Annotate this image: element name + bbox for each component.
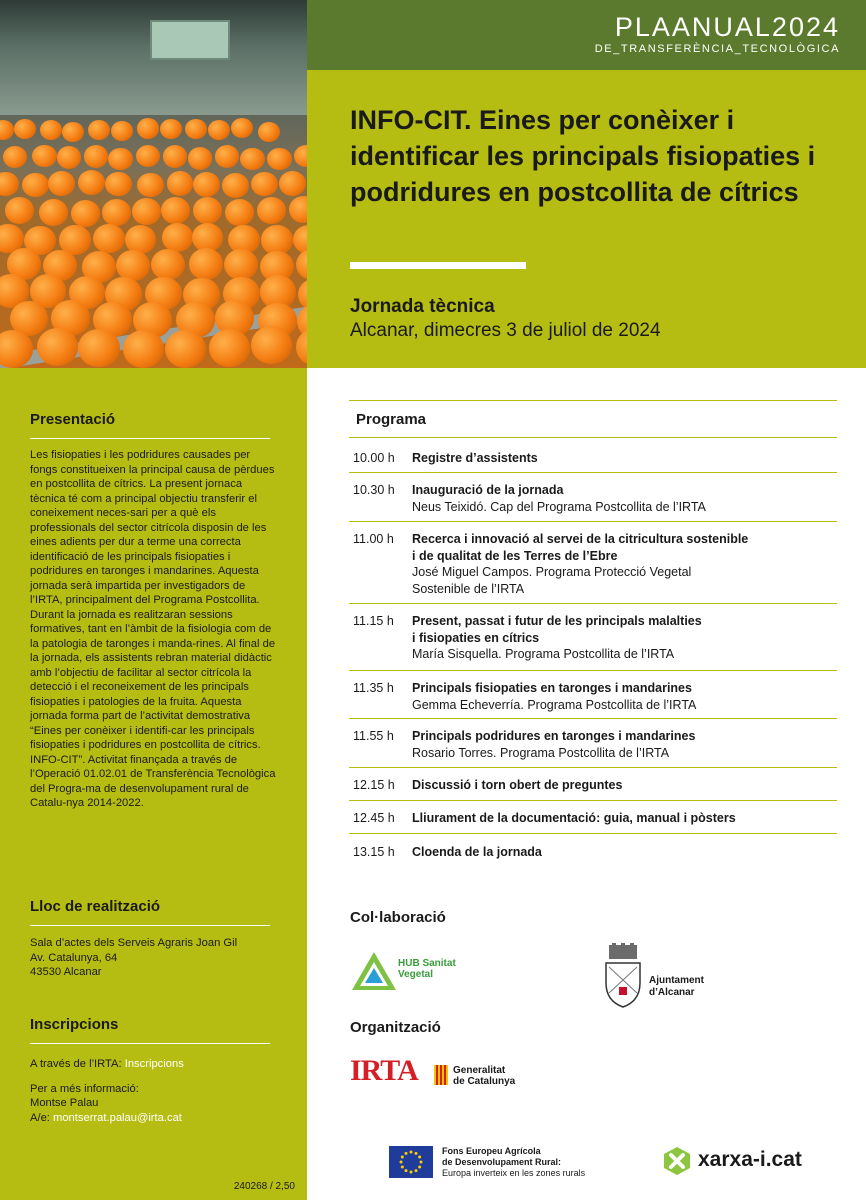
orange	[102, 199, 131, 226]
orange	[48, 171, 75, 196]
orange	[137, 118, 159, 138]
orange	[111, 121, 133, 141]
orange	[163, 145, 187, 167]
more-info-label: Per a més informació:	[30, 1082, 139, 1095]
program-heading: Programa	[356, 411, 427, 428]
orange	[136, 145, 160, 167]
presentation-body	[30, 448, 280, 811]
brand-subtitle: DE_TRANSFERÈNCIA_TECNOLÒGICA	[594, 43, 840, 55]
eu-star	[415, 1152, 418, 1155]
program-item	[412, 680, 832, 713]
program-row-divider	[349, 521, 837, 522]
orange	[37, 328, 78, 366]
contact-name: Montse Palau	[30, 1097, 99, 1109]
registration-via-label: A través de l’IRTA:	[30, 1058, 122, 1070]
orange	[294, 145, 307, 167]
orange	[162, 223, 194, 252]
irta-logo: IRTA	[350, 1054, 418, 1087]
orange	[108, 148, 132, 170]
program-row-divider	[349, 800, 837, 801]
eu-star	[405, 1152, 408, 1155]
program-item	[412, 613, 832, 663]
program-item-title: Discussió i torn obert de preguntes	[412, 778, 623, 792]
venue-line-1: Sala d’actes dels Serveis Agraris Joan Gil	[30, 937, 238, 949]
orange	[296, 328, 307, 366]
program-item	[412, 728, 832, 761]
program-heading-rule	[349, 437, 837, 438]
orange	[208, 120, 230, 140]
presentation-paragraph-2: Aquesta jornada forma part de l’activitat demostrativa “Eines per conèixer i identifi-car les principals fisiopaties i podridures en postcollita de cítrics. INFO-CIT”. Activitat finançada a través de l’Operació 01.02.01 de Transferència Tecnològica del Progra-ma de desenvolupament rural de Catalu-nya 2014-2022.	[30, 695, 276, 809]
program-item-title: Inauguració de la jornada	[412, 483, 564, 497]
program-item	[412, 482, 832, 515]
orange	[193, 197, 222, 224]
orange	[167, 171, 194, 196]
orange	[123, 330, 164, 368]
orange	[78, 170, 105, 195]
presentation-heading: Presentació	[30, 411, 116, 428]
eu-star	[415, 1169, 418, 1172]
orange	[5, 197, 34, 224]
coat-of-arms-icon	[603, 943, 643, 1009]
program-item-note2: Sostenible de l’IRTA	[412, 581, 525, 596]
program-item	[412, 777, 832, 794]
brand-logo	[595, 12, 840, 56]
eu-star	[418, 1166, 421, 1169]
machine-panel	[150, 20, 230, 60]
orange	[257, 197, 286, 224]
eu-star	[410, 1151, 413, 1154]
senyera-icon	[434, 1065, 448, 1085]
eu-star	[418, 1156, 421, 1159]
program-row-divider	[349, 670, 837, 671]
eu-feader-logo	[389, 1146, 586, 1183]
orange	[14, 119, 36, 139]
orange	[137, 173, 164, 198]
eu-star	[401, 1156, 404, 1159]
program-item-note: José Miguel Campos. Programa Protecció Vegetal	[412, 565, 692, 579]
program-row-divider	[349, 718, 837, 719]
orange	[78, 329, 119, 367]
eu-star	[400, 1161, 403, 1164]
orange	[151, 249, 185, 280]
program-row-divider	[349, 472, 837, 473]
program-item-note: Neus Teixidó. Cap del Programa Postcollita de l’IRTA	[412, 499, 706, 514]
hub-line-1: HUB Sanitat	[398, 958, 456, 969]
orange	[188, 147, 212, 169]
hub-sanitat-vegetal-logo	[350, 950, 456, 997]
orange	[0, 120, 14, 140]
orange	[3, 146, 27, 168]
program-item-note: Gemma Echeverría. Programa Postcollita de l’IRTA	[412, 697, 697, 712]
registration-divider	[30, 1043, 270, 1044]
venue-heading: Lloc de realització	[30, 898, 161, 915]
orange	[32, 145, 56, 167]
title-banner	[307, 70, 866, 368]
orange	[93, 224, 125, 253]
orange	[215, 145, 239, 167]
orange	[84, 145, 108, 167]
organization-heading: Organització	[350, 1019, 441, 1036]
email-link[interactable]: montserrat.palau@irta.cat	[53, 1111, 182, 1124]
program-item-title: Principals podridures en taronges i mandarines	[412, 729, 696, 743]
orange	[224, 249, 258, 280]
event-place-date: Alcanar, dimecres 3 de juliol de 2024	[350, 320, 661, 341]
program-time: 12.15 h	[353, 778, 395, 792]
orange	[240, 148, 264, 170]
program-time: 10.00 h	[353, 451, 395, 465]
program-item	[412, 810, 832, 827]
orange	[231, 118, 253, 138]
program-item-note: Rosario Torres. Programa Postcollita de l’IRTA	[412, 745, 670, 760]
orange	[40, 120, 62, 140]
orange	[165, 330, 206, 368]
orange	[105, 172, 132, 197]
program-item-title: Cloenda de la jornada	[412, 845, 542, 859]
program-row-divider	[349, 833, 837, 834]
program-time: 10.30 h	[353, 483, 395, 497]
ajuntament-line-1: Ajuntament	[649, 975, 704, 986]
document-code: 240268 / 2,50	[233, 1181, 295, 1192]
feader-line-3: Europa inverteix en les zones rurals	[442, 1168, 586, 1178]
orange	[160, 119, 182, 139]
xarxa-i-logo	[662, 1146, 802, 1181]
orange	[0, 172, 19, 197]
program-item-title2: i de qualitat de les Terres de l’Ebre	[412, 548, 618, 563]
orange	[22, 173, 49, 198]
program-item	[412, 531, 832, 597]
program-item	[412, 450, 832, 467]
xarxa-x-icon	[662, 1146, 692, 1176]
venue-divider	[30, 925, 270, 926]
orange	[222, 173, 249, 198]
orange	[193, 172, 220, 197]
orange	[161, 197, 190, 224]
eu-flag-icon	[389, 1146, 433, 1178]
feader-line-1: Fons Europeu Agrícola	[442, 1146, 541, 1156]
xarxa-text: xarxa-i.cat	[698, 1148, 802, 1171]
program-item-title: Principals fisiopaties en taronges i mandarines	[412, 681, 692, 695]
hub-triangle-icon	[350, 950, 398, 992]
orange	[88, 120, 110, 140]
program-time: 13.15 h	[353, 845, 395, 859]
program-item-title: Recerca i innovació al servei de la citricultura sostenible	[412, 532, 749, 546]
orange	[185, 119, 207, 139]
eu-star	[401, 1166, 404, 1169]
info-sidebar	[0, 368, 307, 1200]
orange	[57, 146, 81, 168]
generalitat-logo	[434, 1065, 516, 1090]
orange	[251, 326, 292, 364]
program-item-title: Lliurament de la documentació: guia, manual i pòsters	[412, 811, 736, 825]
oranges-conveyor-photo	[0, 0, 307, 368]
orange	[267, 148, 291, 170]
orange	[189, 248, 223, 279]
feader-line-2: de Desenvolupament Rural:	[442, 1157, 562, 1167]
program-time: 12.45 h	[353, 811, 395, 825]
program-item-note: María Sisquella. Programa Postcollita de l’IRTA	[412, 647, 675, 661]
program-top-rule	[349, 400, 837, 401]
header-banner	[307, 0, 866, 70]
program-row-divider	[349, 603, 837, 604]
page-title: INFO-CIT. Eines per conèixer i identificar les principals fisiopaties i podridures en postcollita de cítrics	[350, 105, 816, 207]
orange	[251, 172, 278, 197]
generalitat-line-1: Generalitat	[453, 1065, 506, 1076]
orange	[296, 249, 307, 280]
event-type: Jornada tècnica	[350, 296, 495, 317]
orange	[62, 122, 84, 142]
registration-link[interactable]: Inscripcions	[124, 1058, 184, 1070]
venue-line-3: 43530 Alcanar	[30, 966, 102, 978]
orange	[39, 199, 68, 226]
orange	[132, 198, 161, 225]
ajuntament-alcanar-logo	[603, 943, 704, 1014]
orange	[225, 199, 254, 226]
program-time: 11.35 h	[353, 681, 394, 695]
generalitat-line-2: de Catalunya	[453, 1076, 516, 1087]
email-label: A/e:	[30, 1111, 50, 1124]
program-item-title2: i fisiopaties en cítrics	[412, 630, 540, 645]
hub-line-2: Vegetal	[398, 969, 434, 980]
registration-heading: Inscripcions	[30, 1016, 119, 1033]
eu-star	[405, 1169, 408, 1172]
collaboration-heading: Col·laboració	[350, 909, 446, 926]
program-time: 11.15 h	[353, 614, 394, 628]
program-time: 11.00 h	[353, 532, 394, 546]
orange	[279, 171, 306, 196]
ajuntament-line-2: d’Alcanar	[649, 987, 695, 998]
eu-star	[420, 1161, 423, 1164]
venue-address	[30, 936, 280, 980]
eu-star	[410, 1171, 413, 1174]
orange	[258, 122, 280, 142]
orange	[71, 200, 100, 227]
brand-title: PLAANUAL2024	[614, 12, 840, 42]
presentation-divider	[30, 438, 270, 439]
orange	[289, 196, 307, 223]
venue-line-2: Av. Catalunya, 64	[30, 951, 118, 964]
presentation-paragraph-1: Les fisiopaties i les podridures causades per fongs constitueixen la principal causa de pèrdues en postcollita de cítrics. La present jornaca tècnica té com a principal objectiu transferir el coneixement neces-sari per a què els professionals del sector citrícola disposin de les eines adients per dur a terme una correcta identificació de les principals fisiopaties i podridures en taronges i mandarines. Aquesta jornada serà impartida per investigadors de l’IRTA, principalment del Programa Postcollita. Durant la jornada es realitzaran sessions formatives, tant en l’àmbit de la fisiologia com de la patologia de taronges i manda-rines. Al final de la jornada, els assistents rebran material didàctic amb l’objectiu de facilitar al sector citrícola la detecció i el reconeixement de les principals fisiopaties i patologies de la fruita.	[30, 449, 276, 708]
orange	[209, 329, 250, 367]
program-row-divider	[349, 767, 837, 768]
program-item-title: Registre d’assistents	[412, 451, 538, 465]
program-item-title: Present, passat i futur de les principals malalties	[412, 614, 702, 628]
registration-info	[30, 1057, 280, 1125]
title-divider	[350, 262, 526, 269]
program-time: 11.55 h	[353, 729, 394, 743]
program-item	[412, 844, 832, 861]
